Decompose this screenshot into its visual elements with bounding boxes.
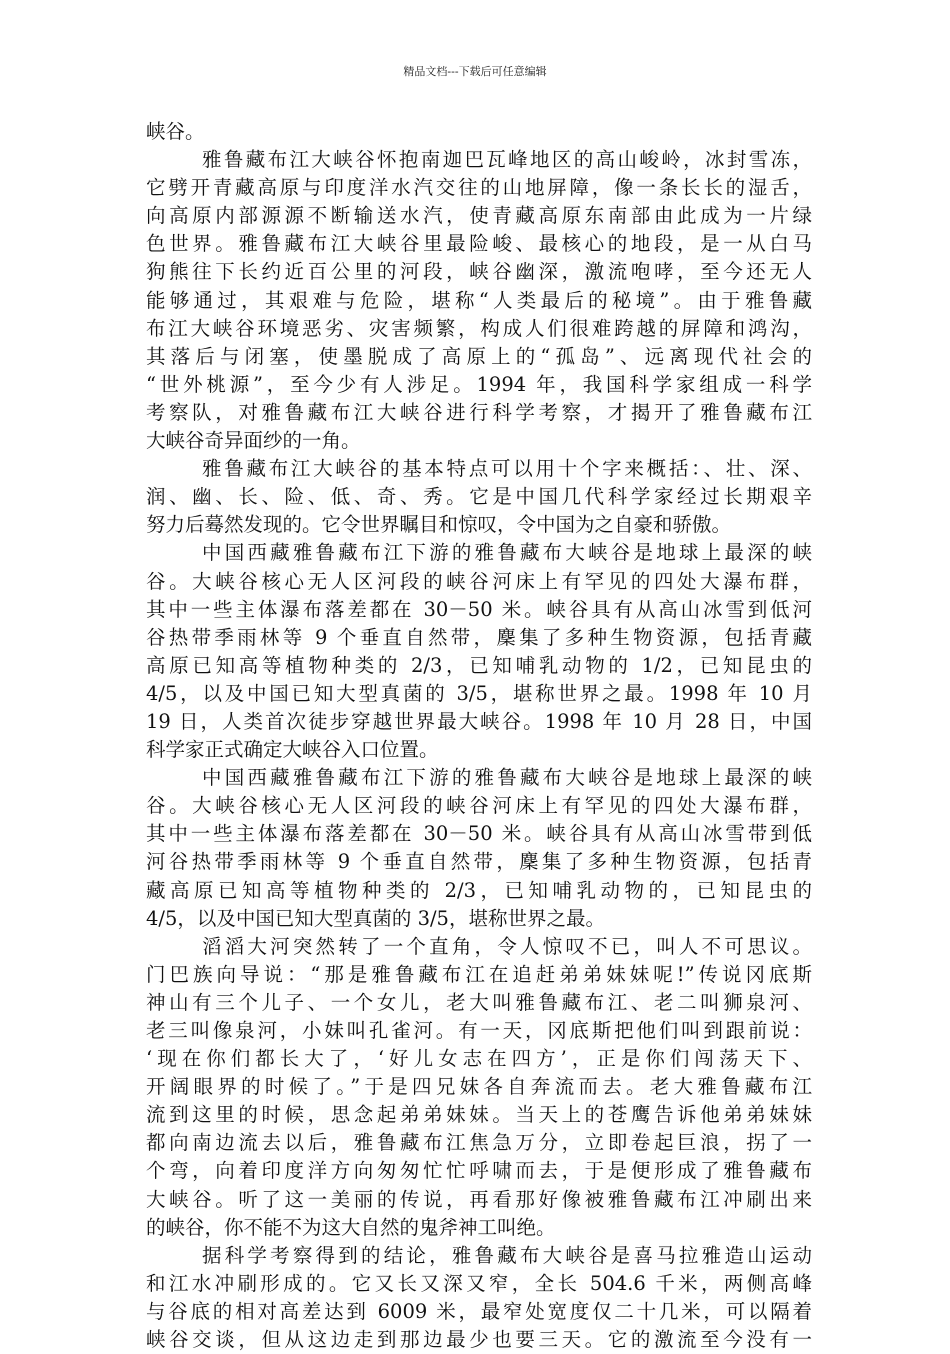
text-line: 科学家正式确定大峡谷入口位置。	[146, 738, 439, 762]
text-line: 谷热带季雨林等 9 个垂直自然带，麇集了多种生物资源，包括青藏	[146, 625, 812, 649]
text-line: 中国西藏雅鲁藏布江下游的雅鲁藏布大峡谷是地球上最深的峡	[202, 766, 812, 790]
text-line: 流到这里的时候，思念起弟弟妹妹。当天上的苍鹰告诉他弟弟妹妹	[146, 1103, 812, 1127]
text-line: 大峡谷奇异面纱的一角。	[146, 429, 361, 453]
text-line: 高原已知高等植物种类的 2/3，已知哺乳动物的 1/2，已知昆虫的	[146, 653, 812, 677]
document-body	[146, 118, 812, 1354]
text-line: 考察队，对雅鲁藏布江大峡谷进行科学考察，才揭开了雅鲁藏布江	[146, 400, 812, 424]
text-line: 润、幽、长、险、低、奇、秀。它是中国几代科学家经过长期艰辛	[146, 485, 812, 509]
text-line: 它劈开青藏高原与印度洋水汽交往的山地屏障，像一条长长的湿舌，	[146, 176, 812, 200]
text-line: 据科学考察得到的结论，雅鲁藏布大峡谷是喜马拉雅造山运动	[202, 1243, 812, 1267]
text-line: 中国西藏雅鲁藏布江下游的雅鲁藏布大峡谷是地球上最深的峡	[202, 541, 812, 565]
text-line: 老三叫像泉河，小妹叫孔雀河。有一天，冈底斯把他们叫到跟前说：	[146, 1019, 812, 1042]
text-line: 其中一些主体瀑布落差都在 30－50 米。峡谷具有从高山冰雪带到低	[146, 822, 812, 846]
text-line: 4/5，以及中国已知大型真菌的 3/5，堪称世界之最。	[146, 906, 605, 930]
text-line: 谷。大峡谷核心无人区河段的峡谷河床上有罕见的四处大瀑布群，	[146, 794, 812, 818]
text-line: 雅鲁藏布江大峡谷的基本特点可以用十个字来概括：、壮、深、	[202, 457, 812, 481]
text-line: 开阔眼界的时候了。”于是四兄妹各自奔流而去。老大雅鲁藏布江	[146, 1075, 812, 1099]
text-line: 布江大峡谷环境恶劣、灾害频繁，构成人们很难跨越的屏障和鸿沟，	[146, 316, 812, 340]
text-line: 4/5，以及中国已知大型真菌的 3/5，堪称世界之最。1998 年 10 月	[146, 681, 812, 705]
text-line: 神山有三个儿子、一个女儿，老大叫雅鲁藏布江、老二叫狮泉河、	[146, 990, 812, 1014]
text-line: ‘现在你们都长大了，‘好儿女志在四方’，正是你们闯荡天下、	[146, 1047, 812, 1071]
text-line: 狗熊往下长约近百公里的河段，峡谷幽深，激流咆哮，至今还无人	[146, 260, 812, 284]
text-line: 河谷热带季雨林等 9 个垂直自然带，麇集了多种生物资源，包括青	[146, 850, 812, 874]
text-line: 个弯，向着印度洋方向匆匆忙忙呼啸而去，于是便形成了雅鲁藏布	[146, 1159, 812, 1183]
text-line: 峡谷。	[146, 120, 205, 143]
text-line: 谷。大峡谷核心无人区河段的峡谷河床上有罕见的四处大瀑布群，	[146, 569, 812, 593]
text-line: 滔滔大河突然转了一个直角，令人惊叹不已，叫人不可思议。	[202, 934, 812, 958]
text-line: 其中一些主体瀑布落差都在 30－50 米。峡谷具有从高山冰雪到低河	[146, 597, 812, 621]
text-line: 其落后与闭塞，使墨脱成了高原上的“孤岛”、远离现代社会的	[146, 344, 812, 368]
text-line: 峡谷交谈，但从这边走到那边最少也要三天。它的激流至今没有一	[146, 1328, 812, 1352]
text-line: 19 日，人类首次徒步穿越世界最大峡谷。1998 年 10 月 28 日，中国	[146, 709, 812, 733]
text-line: 都向南边流去以后，雅鲁藏布江焦急万分，立即卷起巨浪，拐了一	[146, 1131, 812, 1155]
text-line: 和江水冲刷形成的。它又长又深又窄，全长 504.6 千米，两侧高峰	[146, 1271, 812, 1295]
text-line: 努力后蓦然发现的。它令世界瞩目和惊叹，令中国为之自豪和骄傲。	[146, 513, 732, 537]
text-line: 藏高原已知高等植物种类的 2/3，已知哺乳动物的，已知昆虫的	[146, 878, 812, 902]
text-line: 雅鲁藏布江大峡谷怀抱南迦巴瓦峰地区的高山峻岭，冰封雪冻，	[202, 148, 812, 172]
text-line: 向高原内部源源不断输送水汽，使青藏高原东南部由此成为一片绿	[146, 204, 812, 228]
text-line: 能够通过，其艰难与危险，堪称“人类最后的秘境”。由于雅鲁藏	[146, 288, 812, 312]
text-line: 与谷底的相对高差达到 6009 米，最窄处宽度仅二十几米，可以隔着	[146, 1299, 812, 1323]
text-line: “世外桃源”，至今少有人涉足。1994 年，我国科学家组成一科学	[146, 372, 812, 396]
text-line: 的峡谷，你不能不为这大自然的鬼斧神工叫绝。	[146, 1215, 556, 1239]
page-header: 精品文档---下载后可任意编辑	[403, 65, 547, 78]
text-line: 门巴族向导说：“那是雅鲁藏布江在追赶弟弟妹妹呢!”传说冈底斯	[146, 962, 812, 986]
text-line: 大峡谷。听了这一美丽的传说，再看那好像被雅鲁藏布江冲刷出来	[146, 1187, 812, 1211]
text-line: 色世界。雅鲁藏布江大峡谷里最险峻、最核心的地段，是一从白马	[146, 232, 812, 256]
